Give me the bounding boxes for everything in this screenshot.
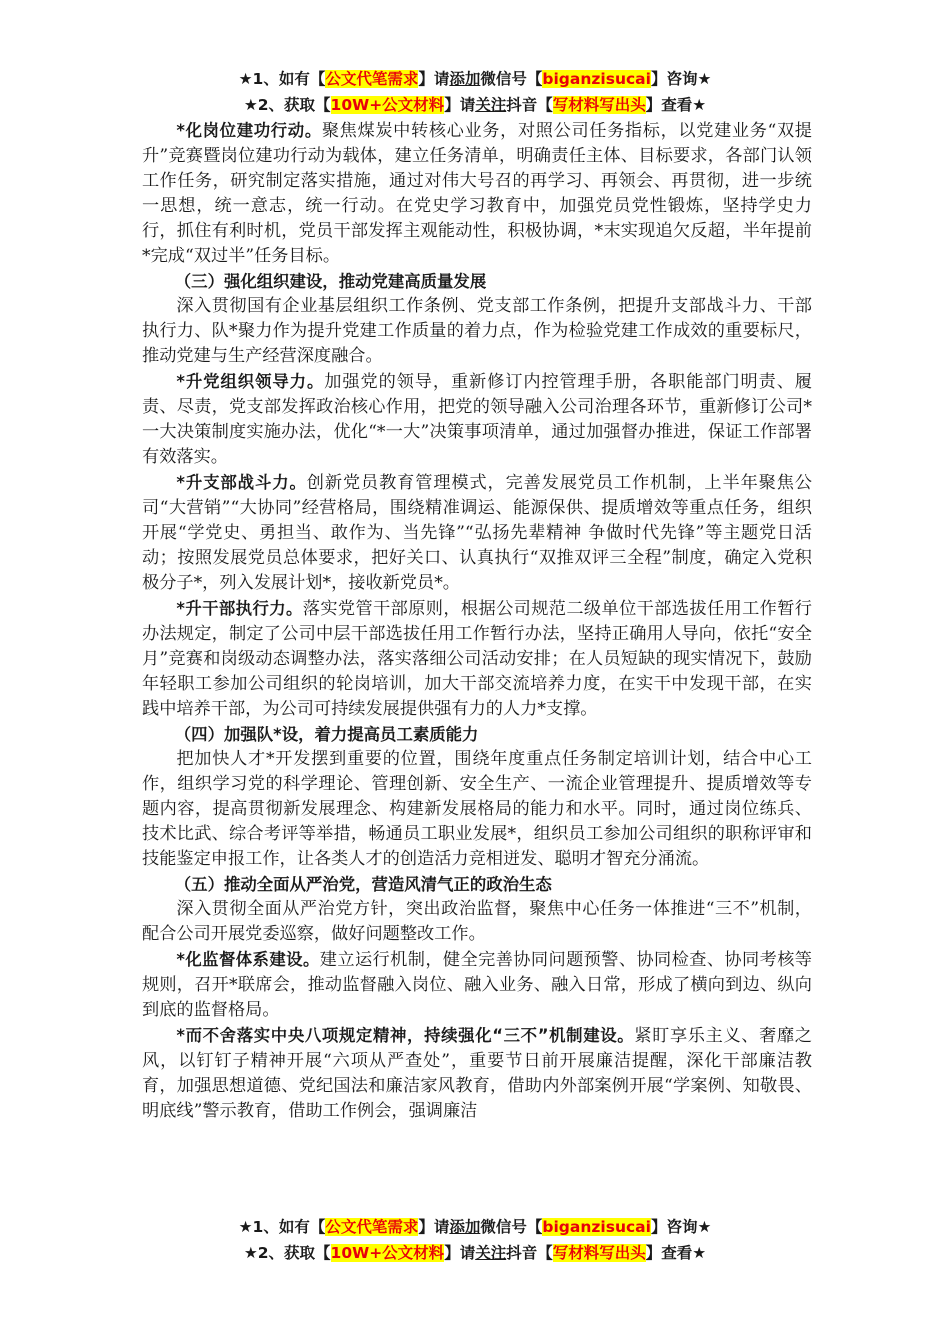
paragraph: 深入贯彻全面从严治党方针，突出政治监督，聚焦中心任务一体推进“三不”机制，配合公司开展党委巡察，做好问题整改工作。 xyxy=(142,899,812,944)
paragraph: *升党组织领导力。加强党的领导，重新修订内控管理手册，各职能部门明责、履责、尽责，党支部发挥政治核心作用，把党的领导融入公司治理各环节，重新修订公司*一大决策制度实施办法，优化“*一大”决策事项清单，通过加强督办推进，保证工作部署有效落实。 xyxy=(142,372,812,467)
banner-highlight: 公文代笔需求 xyxy=(325,1218,419,1236)
wechat-id: biganzisucai xyxy=(542,1218,651,1236)
paragraph: 深入贯彻国有企业基层组织工作条例、党支部工作条例，把提升支部战斗力、干部执行力、队*聚力作为提升党建工作质量的着力点，作为检验党建工作成效的重要标尺，推动党建与生产经营深度融合。 xyxy=(142,296,812,366)
douyin-id: 写材料写出头 xyxy=(552,1244,646,1262)
header-banner xyxy=(0,66,950,118)
section-heading: （三）强化组织建设，推动党建高质量发展 xyxy=(174,272,487,291)
banner-highlight: 公文代笔需求 xyxy=(325,70,419,88)
banner-highlight: 10W+公文材料 xyxy=(330,96,445,114)
footer-banner xyxy=(0,1214,950,1266)
document-body xyxy=(142,118,812,1124)
banner-line-1: ★1、如有【公文代笔需求】请添加微信号【biganzisucai】咨询★ xyxy=(238,1218,712,1236)
douyin-id: 写材料写出头 xyxy=(552,96,646,114)
banner-highlight: 10W+公文材料 xyxy=(330,1244,445,1262)
section-heading: （四）加强队*设，着力提高员工素质能力 xyxy=(174,725,479,744)
section-heading: （五）推动全面从严治党，营造风清气正的政治生态 xyxy=(174,875,552,894)
banner-line-2: ★2、获取【10W+公文材料】请关注抖音【写材料写出头】查看★ xyxy=(243,96,707,114)
paragraph: *化岗位建功行动。聚焦煤炭中转核心业务，对照公司任务指标，以党建业务“双提升”竞赛暨岗位建功行动为载体，建立任务清单，明确责任主体、目标要求，各部门认领工作任务，研究制定落实措施，通过对伟大号召的再学习、再领会、再贯彻，进一步统一思想，统一意志，统一行动。在党史学习教育中，加强党员党性锻炼，坚持学史力行，抓住有利时机，党员干部发挥主观能动性，积极协调，*末实现追欠反超，半年提前*完成“双过半”任务目标。 xyxy=(142,121,812,266)
paragraph: 把加快人才*开发摆到重要的位置，围绕年度重点任务制定培训计划，结合中心工作，组织学习党的科学理论、管理创新、安全生产、一流企业管理提升、提质增效等专题内容，提高贯彻新发展理念、构建新发展格局的能力和水平。同时，通过岗位练兵、技术比武、综合考评等举措，畅通员工职业发展*，组织员工参加公司组织的职称评审和技能鉴定申报工作，让各类人才的创造活力竞相迸发、聪明才智充分涌流。 xyxy=(142,749,812,869)
paragraph: *升支部战斗力。创新党员教育管理模式，完善发展党员工作机制，上半年聚焦公司“大营销”“大协同”经营格局，围绕精准调运、能源保供、提质增效等重点任务，组织开展“学党史、勇担当、敢作为、当先锋”“弘扬先辈精神 争做时代先锋”等主题党日活动；按照发展党员总体要求，把好关口、认真执行“双推双评三全程”制度，确定入党积极分子*，列入发展计划*，接收新党员*。 xyxy=(142,473,812,593)
banner-line-1: ★1、如有【公文代笔需求】请添加微信号【biganzisucai】咨询★ xyxy=(238,70,712,88)
paragraph: *升干部执行力。落实党管干部原则，根据公司规范二级单位干部选拔任用工作暂行办法规定，制定了公司中层干部选拔任用工作暂行办法，坚持正确用人导向，依托“安全月”竞赛和岗级动态调整办法，落实落细公司活动安排；在人员短缺的现实情况下，鼓励年轻职工参加公司组织的轮岗培训，加大干部交流培养力度，在实干中发现干部，在实践中培养干部，为公司可持续发展提供强有力的人力*支撑。 xyxy=(142,599,812,719)
banner-line-2: ★2、获取【10W+公文材料】请关注抖音【写材料写出头】查看★ xyxy=(243,1244,707,1262)
paragraph: *化监督体系建设。建立运行机制，健全完善协同问题预警、协同检查、协同考核等规则，召开*联席会，推动监督融入岗位、融入业务、融入日常，形成了横向到边、纵向到底的监督格局。 xyxy=(142,950,812,1020)
wechat-id: biganzisucai xyxy=(542,70,651,88)
paragraph: *而不舍落实中央八项规定精神，持续强化“三不”机制建设。紧盯享乐主义、奢靡之风，以钉钉子精神开展“六项从严查处”，重要节日前开展廉洁提醒，深化干部廉洁教育，加强思想道德、党纪国法和廉洁家风教育，借助内外部案例开展“学案例、知敬畏、明底线”警示教育，借助工作例会，强调廉洁 xyxy=(142,1026,812,1121)
